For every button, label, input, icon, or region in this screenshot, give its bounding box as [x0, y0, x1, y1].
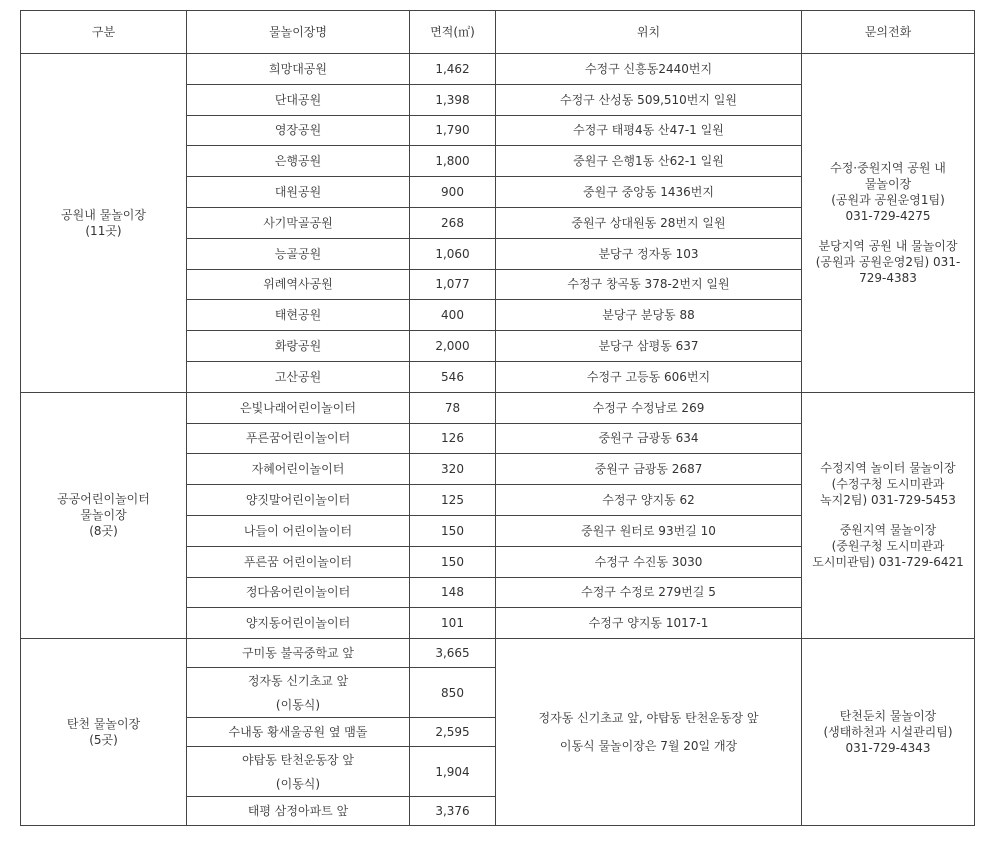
location-cell: 수정구 양지동 62	[496, 485, 802, 516]
header-facility-name: 물놀이장명	[187, 11, 410, 54]
facility-name-cell	[187, 747, 410, 797]
area-cell: 125	[410, 485, 496, 516]
area-cell: 150	[410, 515, 496, 546]
area-cell: 546	[410, 361, 496, 392]
facility-name-cell	[187, 668, 410, 718]
area-cell: 2,000	[410, 331, 496, 362]
facility-name-cell: 단대공원	[187, 84, 410, 115]
location-cell: 수정구 수정로 279번길 5	[496, 577, 802, 608]
area-cell: 400	[410, 300, 496, 331]
area-cell: 1,800	[410, 146, 496, 177]
area-cell: 900	[410, 177, 496, 208]
contact-line: (생태하천과 시설관리팀)	[823, 725, 953, 740]
facility-name-cell: 희망대공원	[187, 54, 410, 85]
area-cell: 148	[410, 577, 496, 608]
facility-name-cell: 정다움어린이놀이터	[187, 577, 410, 608]
contact-cell	[802, 54, 975, 393]
location-cell: 분당구 삼평동 637	[496, 331, 802, 362]
contact-line: (공원과 공원운영2팀) 031-	[815, 254, 961, 269]
location-cell: 중원구 중앙동 1436번지	[496, 177, 802, 208]
group-category-line: 공원내 물놀이장	[61, 207, 146, 222]
location-cell: 수정구 수정남로 269	[496, 392, 802, 423]
contact-line: 도시미관팀) 031-729-6421	[812, 555, 964, 570]
contact-line: 031-729-4343	[845, 741, 931, 756]
contact-line: 031-729-4275	[845, 208, 931, 223]
area-cell: 3,376	[410, 797, 496, 826]
location-cell: 중원구 금광동 634	[496, 423, 802, 454]
location-cell: 수정구 고등동 606번지	[496, 361, 802, 392]
facility-name-cell: 양짓말어린이놀이터	[187, 485, 410, 516]
group-category-line: (11곳)	[85, 223, 122, 238]
location-cell: 수정구 수진동 3030	[496, 546, 802, 577]
facility-name-cell: 대원공원	[187, 177, 410, 208]
group-category-line: 물놀이장	[80, 508, 127, 523]
location-cell: 중원구 은행1동 산62-1 일원	[496, 146, 802, 177]
location-cell: 분당구 분당동 88	[496, 300, 802, 331]
location-cell: 수정구 산성동 509,510번지 일원	[496, 84, 802, 115]
contact-line: (수정구청 도시미관과	[831, 477, 945, 492]
facility-name-cell: 능골공원	[187, 238, 410, 269]
location-cell: 수정구 신흥동2440번지	[496, 54, 802, 85]
facility-name-cell	[187, 718, 410, 747]
table-row	[21, 392, 975, 423]
facility-name-cell: 태현공원	[187, 300, 410, 331]
facility-name-cell: 은빛나래어린이놀이터	[187, 392, 410, 423]
contact-line: 수정·중원지역 공원 내	[830, 160, 946, 175]
facility-name-line: 구미동 불곡중학교 앞	[242, 646, 354, 661]
area-cell: 850	[410, 668, 496, 718]
contact-cell	[802, 392, 975, 638]
facility-name-cell: 은행공원	[187, 146, 410, 177]
area-cell: 1,790	[410, 115, 496, 146]
contact-line: 탄천둔치 물놀이장	[839, 709, 937, 724]
area-cell: 268	[410, 207, 496, 238]
contact-gap	[805, 508, 971, 522]
contact-line: 729-4383	[859, 270, 917, 285]
area-cell: 1,060	[410, 238, 496, 269]
facility-name-line: 수내동 황새울공원 옆 맴돌	[228, 725, 368, 740]
contact-line: (중원구청 도시미관과	[831, 539, 945, 554]
area-cell: 1,398	[410, 84, 496, 115]
location-line: 정자동 신기초교 앞, 야탑동 탄천운동장 앞	[538, 711, 759, 726]
group-category-line: (5곳)	[89, 733, 118, 748]
contact-line: 녹지2팀) 031-729-5453	[820, 493, 956, 508]
facility-name-line: (이동식)	[275, 776, 321, 791]
facility-name-line: 태평 삼정아파트 앞	[247, 804, 349, 819]
contact-gap	[805, 224, 971, 238]
group-category-cell	[21, 54, 187, 393]
facility-name-cell: 푸른꿈어린이놀이터	[187, 423, 410, 454]
area-cell: 320	[410, 454, 496, 485]
facility-name-cell	[187, 639, 410, 668]
facility-name-cell: 영장공원	[187, 115, 410, 146]
contact-line: 수정지역 놀이터 물놀이장	[820, 461, 956, 476]
group-category-cell	[21, 392, 187, 638]
location-cell: 분당구 정자동 103	[496, 238, 802, 269]
facility-name-cell: 고산공원	[187, 361, 410, 392]
facility-name-line: 야탑동 탄천운동장 앞	[242, 752, 354, 767]
table-body	[21, 54, 975, 826]
facility-name-cell: 자혜어린이놀이터	[187, 454, 410, 485]
location-cell: 수정구 양지동 1017-1	[496, 608, 802, 639]
area-cell: 78	[410, 392, 496, 423]
facility-name-cell: 사기막골공원	[187, 207, 410, 238]
area-cell: 1,904	[410, 747, 496, 797]
facility-name-cell: 화랑공원	[187, 331, 410, 362]
area-cell: 150	[410, 546, 496, 577]
area-cell: 3,665	[410, 639, 496, 668]
facility-name-cell: 위례역사공원	[187, 269, 410, 300]
location-line: 이동식 물놀이장은 7월 20일 개장	[559, 739, 738, 754]
water-play-facility-table	[20, 10, 975, 826]
contact-line: 물놀이장	[864, 176, 912, 191]
header-category: 구분	[21, 11, 187, 54]
location-cell	[496, 639, 802, 826]
facility-name-line: 정자동 신기초교 앞	[247, 673, 349, 688]
table-row	[21, 639, 975, 668]
group-category-cell	[21, 639, 187, 826]
area-cell: 1,077	[410, 269, 496, 300]
location-cell: 중원구 원터로 93번길 10	[496, 515, 802, 546]
area-cell: 126	[410, 423, 496, 454]
group-category-line: 공공어린이놀이터	[57, 492, 150, 507]
contact-line: (공원과 공원운영1팀)	[831, 192, 945, 207]
group-category-line: (8곳)	[89, 524, 118, 539]
header-location: 위치	[496, 11, 802, 54]
facility-name-line: (이동식)	[275, 697, 321, 712]
contact-cell	[802, 639, 975, 826]
area-cell: 101	[410, 608, 496, 639]
group-category-line: 탄천 물놀이장	[66, 717, 141, 732]
location-cell: 수정구 태평4동 산47-1 일원	[496, 115, 802, 146]
location-cell: 중원구 금광동 2687	[496, 454, 802, 485]
header-area: 면적(㎡)	[410, 11, 496, 54]
facility-name-cell: 나들이 어린이놀이터	[187, 515, 410, 546]
location-cell: 수정구 창곡동 378-2번지 일원	[496, 269, 802, 300]
header-contact: 문의전화	[802, 11, 975, 54]
facility-name-cell: 양지동어린이놀이터	[187, 608, 410, 639]
facility-name-cell	[187, 797, 410, 826]
area-cell: 1,462	[410, 54, 496, 85]
contact-line: 분당지역 공원 내 물놀이장	[818, 238, 958, 253]
location-cell: 중원구 상대원동 28번지 일원	[496, 207, 802, 238]
facility-name-cell: 푸른꿈 어린이놀이터	[187, 546, 410, 577]
table-row	[21, 54, 975, 85]
area-cell: 2,595	[410, 718, 496, 747]
contact-line: 중원지역 물놀이장	[839, 523, 937, 538]
